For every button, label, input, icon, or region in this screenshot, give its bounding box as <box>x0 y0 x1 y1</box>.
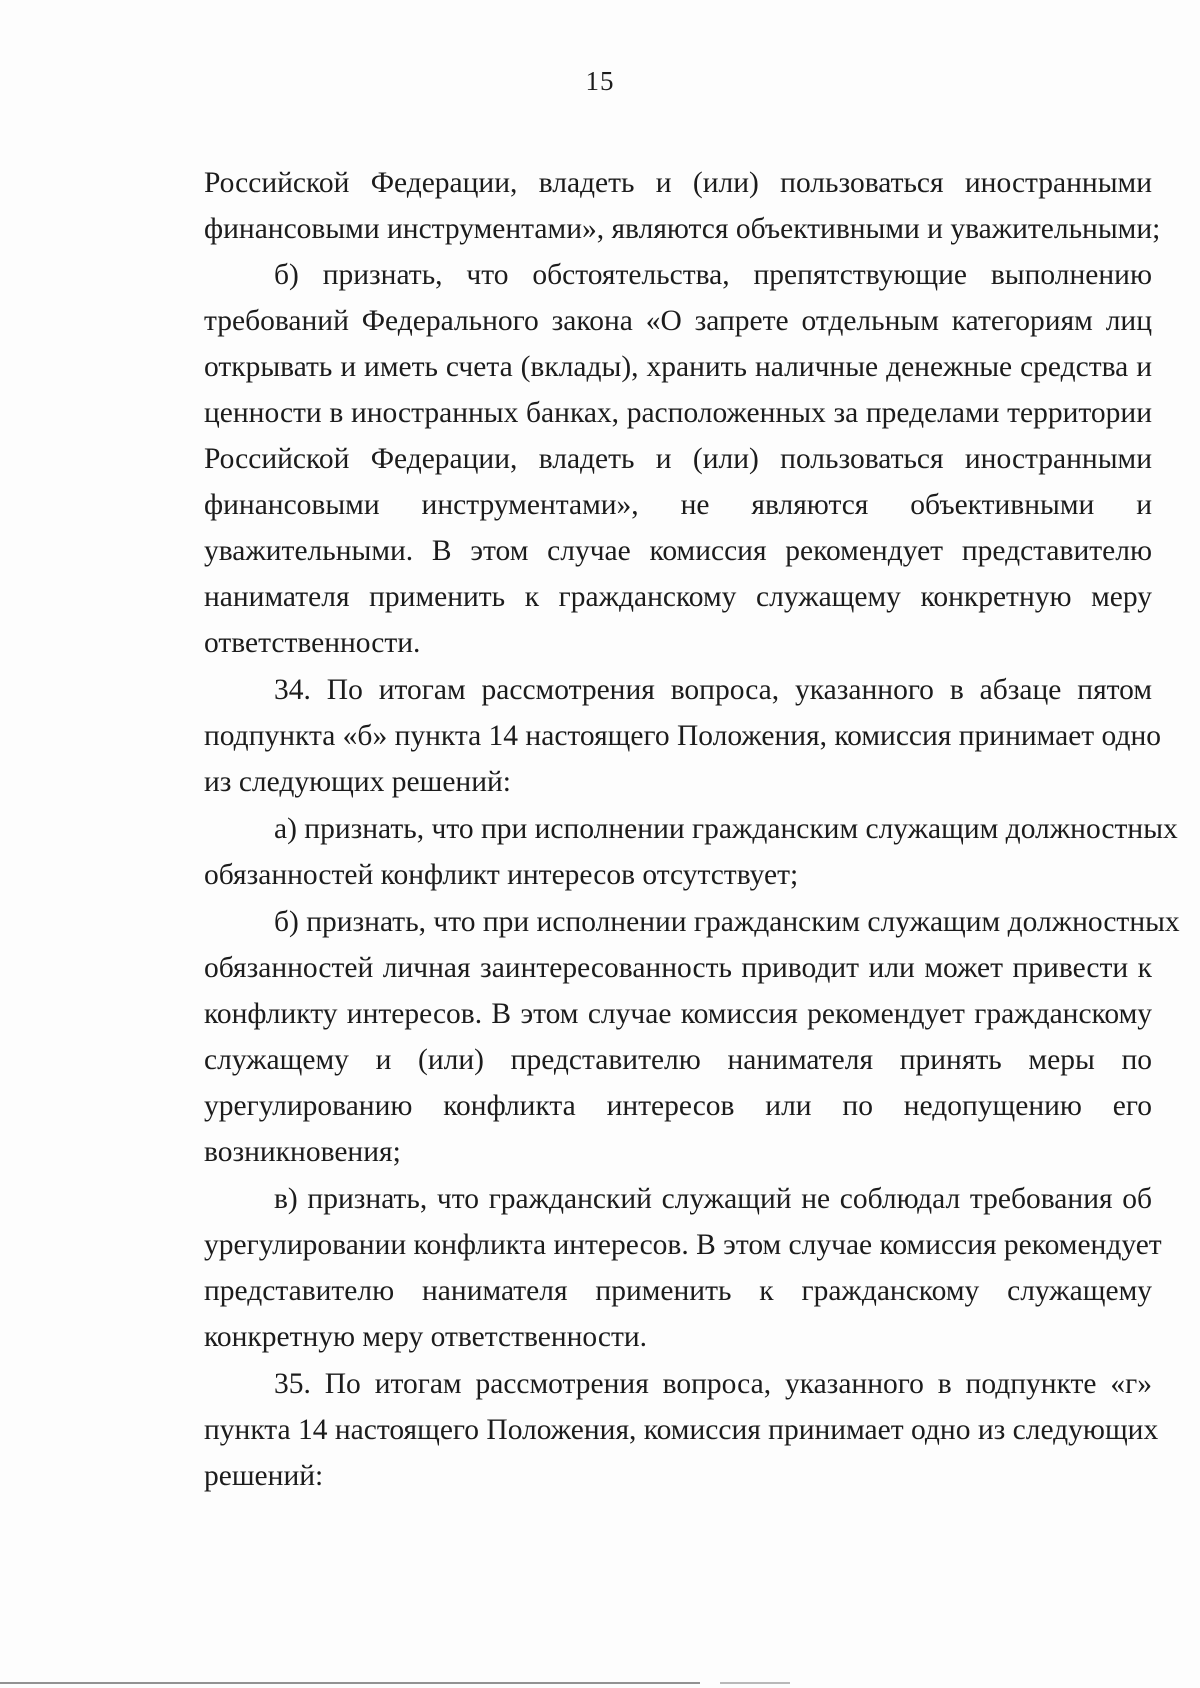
text-line: уважительными. В этом случае комиссия рекомендует представителю <box>204 535 1152 567</box>
paragraph-34-v <box>204 1176 1162 1360</box>
text-line: представителю нанимателя применить к гражданскому служащему <box>204 1275 1152 1307</box>
paragraph-34-a <box>204 806 1178 898</box>
text-line: ценности в иностранных банках, расположенных за пределами территории <box>204 397 1152 429</box>
text-line: нанимателя применить к гражданскому служащему конкретную меру <box>204 581 1152 613</box>
text-line: а) признать, что при исполнении гражданским служащим должностных <box>274 813 1178 845</box>
text-line: открывать и иметь счета (вклады), хранить наличные денежные средства и <box>204 351 1152 383</box>
text-line: обязанностей конфликт интересов отсутствует; <box>204 859 799 891</box>
text-line: требований Федерального закона «О запрете отдельным категориям лиц <box>204 305 1152 337</box>
text-line: Российской Федерации, владеть и (или) пользоваться иностранными <box>204 443 1152 475</box>
text-line: финансовыми инструментами», не являются объективными и <box>204 489 1152 521</box>
text-line: ответственности. <box>204 627 421 659</box>
text-line: служащему и (или) представителю нанимателя принять меры по <box>204 1044 1152 1076</box>
text-line: 35. По итогам рассмотрения вопроса, указанного в подпункте «г» <box>274 1368 1152 1400</box>
scan-edge-line <box>0 1682 700 1684</box>
paragraph-35 <box>204 1361 1159 1499</box>
text-line: б) признать, что при исполнении гражданским служащим должностных <box>274 906 1180 938</box>
page-number: 15 <box>585 66 615 96</box>
text-line: финансовыми инструментами», являются объективными и уважительными; <box>204 213 1161 245</box>
text-line: Российской Федерации, владеть и (или) пользоваться иностранными <box>204 167 1152 199</box>
paragraph-continuation <box>204 160 1161 252</box>
text-line: обязанностей личная заинтересованность приводит или может привести к <box>204 952 1152 984</box>
text-line: конфликту интересов. В этом случае комиссия рекомендует гражданскому <box>204 998 1152 1030</box>
text-line: в) признать, что гражданский служащий не соблюдал требования об <box>274 1183 1152 1215</box>
text-line: б) признать, что обстоятельства, препятствующие выполнению <box>274 259 1152 291</box>
text-line: подпункта «б» пункта 14 настоящего Положения, комиссия принимает одно <box>204 720 1162 752</box>
document-body <box>204 160 1180 1499</box>
text-line: возникновения; <box>204 1136 401 1168</box>
paragraph-34 <box>204 667 1162 805</box>
text-line: урегулированию конфликта интересов или по недопущению его <box>204 1090 1152 1122</box>
text-line: решений: <box>204 1460 324 1492</box>
text-line: конкретную меру ответственности. <box>204 1321 648 1353</box>
text-line: 34. По итогам рассмотрения вопроса, указанного в абзаце пятом <box>274 674 1152 706</box>
paragraph-item-b <box>204 252 1152 666</box>
text-line: пункта 14 настоящего Положения, комиссия принимает одно из следующих <box>204 1414 1159 1446</box>
paragraph-34-b <box>204 899 1180 1175</box>
text-line: из следующих решений: <box>204 766 511 798</box>
text-line: урегулировании конфликта интересов. В этом случае комиссия рекомендует <box>204 1229 1162 1261</box>
scan-edge-line <box>720 1682 790 1684</box>
